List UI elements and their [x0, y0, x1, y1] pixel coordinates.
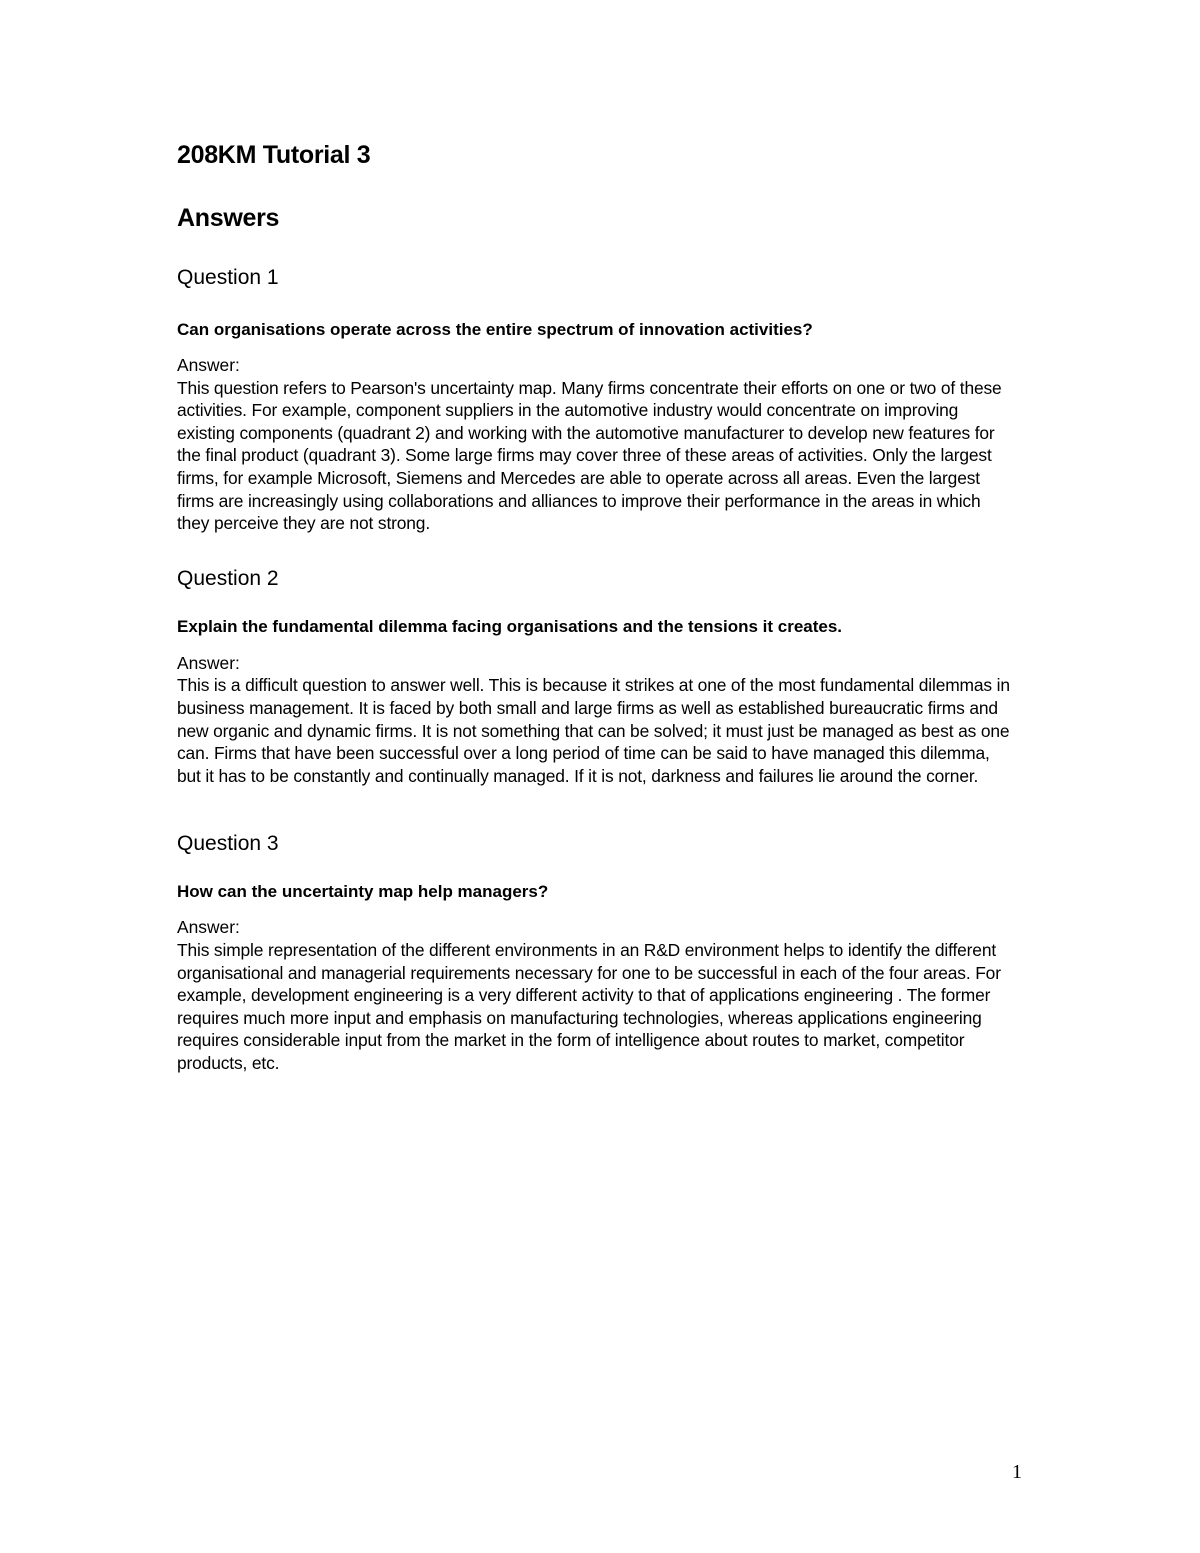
answer-label: Answer:: [177, 917, 240, 938]
question-heading: Question 3: [177, 832, 279, 856]
answer-text: This is a difficult question to answer well. This is because it strikes at one of the most fundamental dilemmas in business management. It is faced by both small and large firms as well as established bureaucratic firms and new organic and dynamic firms. It is not something that can be solved; it must just be managed as best as one can. Firms that have been successful over a long period of time can be said to have managed this dilemma, but it has to be constantly and continually managed. If it is not, darkness and failures lie around the corner.: [177, 675, 1010, 786]
answer-text: This simple representation of the different environments in an R&D environment helps to identify the different organisational and managerial requirements necessary for one to be successful in each of the four areas. For example, development engineering is a very different activity to that of applications engineering . The former requires much more input and emphasis on manufacturing technologies, whereas applications engineering requires considerable input from the market in the form of intelligence about routes to market, competitor products, etc.: [177, 939, 1001, 1073]
page-number: 1: [1012, 1461, 1022, 1483]
question-heading: Question 1: [177, 266, 279, 289]
question-section-3: [177, 831, 1017, 1074]
question-section-2: [177, 566, 1017, 788]
document-title: 208KM Tutorial 3: [177, 141, 371, 169]
document-body: [177, 140, 1017, 1074]
answer-label: Answer:: [177, 652, 240, 673]
question-text: Can organisations operate across the entire spectrum of innovation activities?: [177, 320, 813, 339]
question-text: Explain the fundamental dilemma facing organisations and the tensions it creates.: [177, 616, 843, 636]
question-heading: Question 2: [177, 566, 279, 590]
answer-text: This question refers to Pearson's uncertainty map. Many firms concentrate their efforts on one or two of these activities. For example, component suppliers in the automotive industry would concentrate on improving existing components (quadrant 2) and working with the automotive manufacturer to develop new features for the final product (quadrant 3). Some large firms may cover three of these areas of activities. Only the largest firms, for example Microsoft, Siemens and Mercedes are able to operate across all areas. Even the largest firms are increasingly using collaborations and alliances to improve their performance in the areas in which they perceive they are not strong.: [177, 377, 1002, 534]
question-text: How can the uncertainty map help managers?: [177, 882, 549, 902]
question-section-1: [177, 265, 1017, 535]
answer-label: Answer:: [177, 355, 240, 375]
document-subtitle: Answers: [177, 204, 280, 232]
